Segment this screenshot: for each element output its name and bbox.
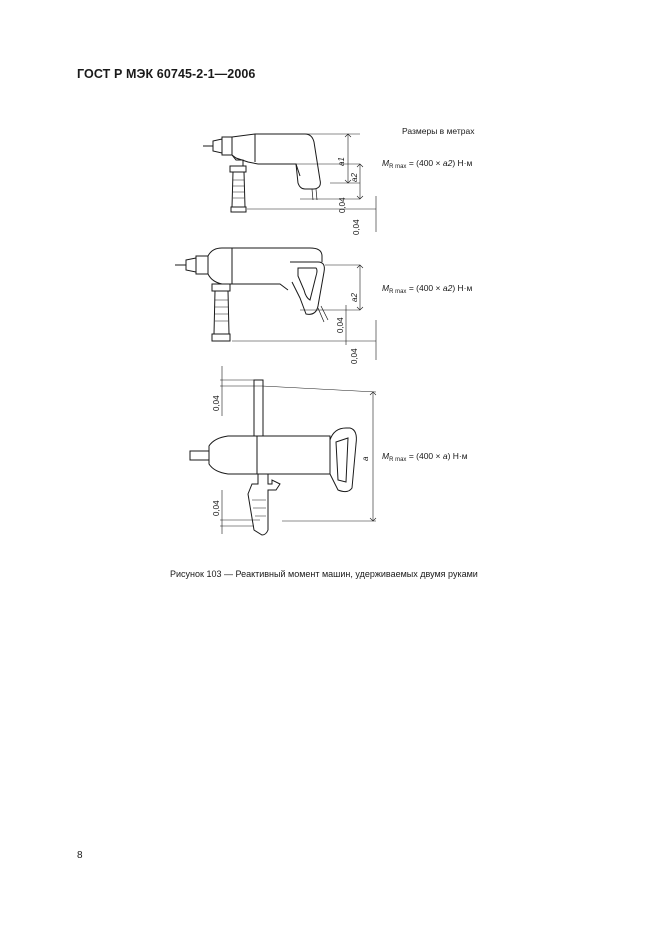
dim-value-3: 0,04 — [336, 317, 345, 333]
formula-1-suffix: ) Н·м — [452, 158, 473, 168]
formula-3-suffix: ) Н·м — [447, 451, 468, 461]
formula-2-subscript: R max — [389, 289, 407, 295]
dim-letter-a2-2: a2 — [350, 293, 359, 302]
formula-1-prefix: = (400 × — [408, 158, 443, 168]
dim-value-5: 0,04 — [212, 395, 221, 411]
dim-letter-a1: a1 — [337, 157, 346, 166]
figure-caption: Рисунок 103 — Реактивный момент машин, удерживаемых двумя руками — [170, 569, 478, 579]
dim-letter-a2-1: a2 — [350, 173, 359, 182]
formula-3-variable: a — [442, 451, 448, 461]
formula-3-subscript: R max — [389, 457, 407, 463]
dim-value-1: 0,04 — [338, 197, 347, 213]
dim-value-2: 0,04 — [352, 219, 361, 235]
formula-2-variable: a2 — [442, 283, 453, 293]
dim-value-6: 0,04 — [212, 500, 221, 516]
formula-3-symbol: M — [382, 451, 390, 461]
formula-1-variable: a2 — [442, 158, 453, 168]
formula-2-symbol: M — [382, 283, 390, 293]
page-number: 8 — [77, 850, 83, 861]
dim-letter-a: a — [361, 456, 370, 461]
document-header: ГОСТ Р МЭК 60745-2-1—2006 — [77, 67, 256, 81]
drill-drawing-1 — [203, 134, 376, 232]
formula-1-subscript: R max — [389, 164, 407, 170]
formula-3-prefix: = (400 × — [408, 451, 443, 461]
formula-2-suffix: ) Н·м — [452, 283, 473, 293]
formula-2-prefix: = (400 × — [408, 283, 443, 293]
drill-drawing-2 — [175, 248, 376, 360]
formula-1-symbol: M — [382, 158, 390, 168]
units-note: Размеры в метрах — [402, 126, 475, 136]
dim-value-4: 0,04 — [350, 348, 359, 364]
